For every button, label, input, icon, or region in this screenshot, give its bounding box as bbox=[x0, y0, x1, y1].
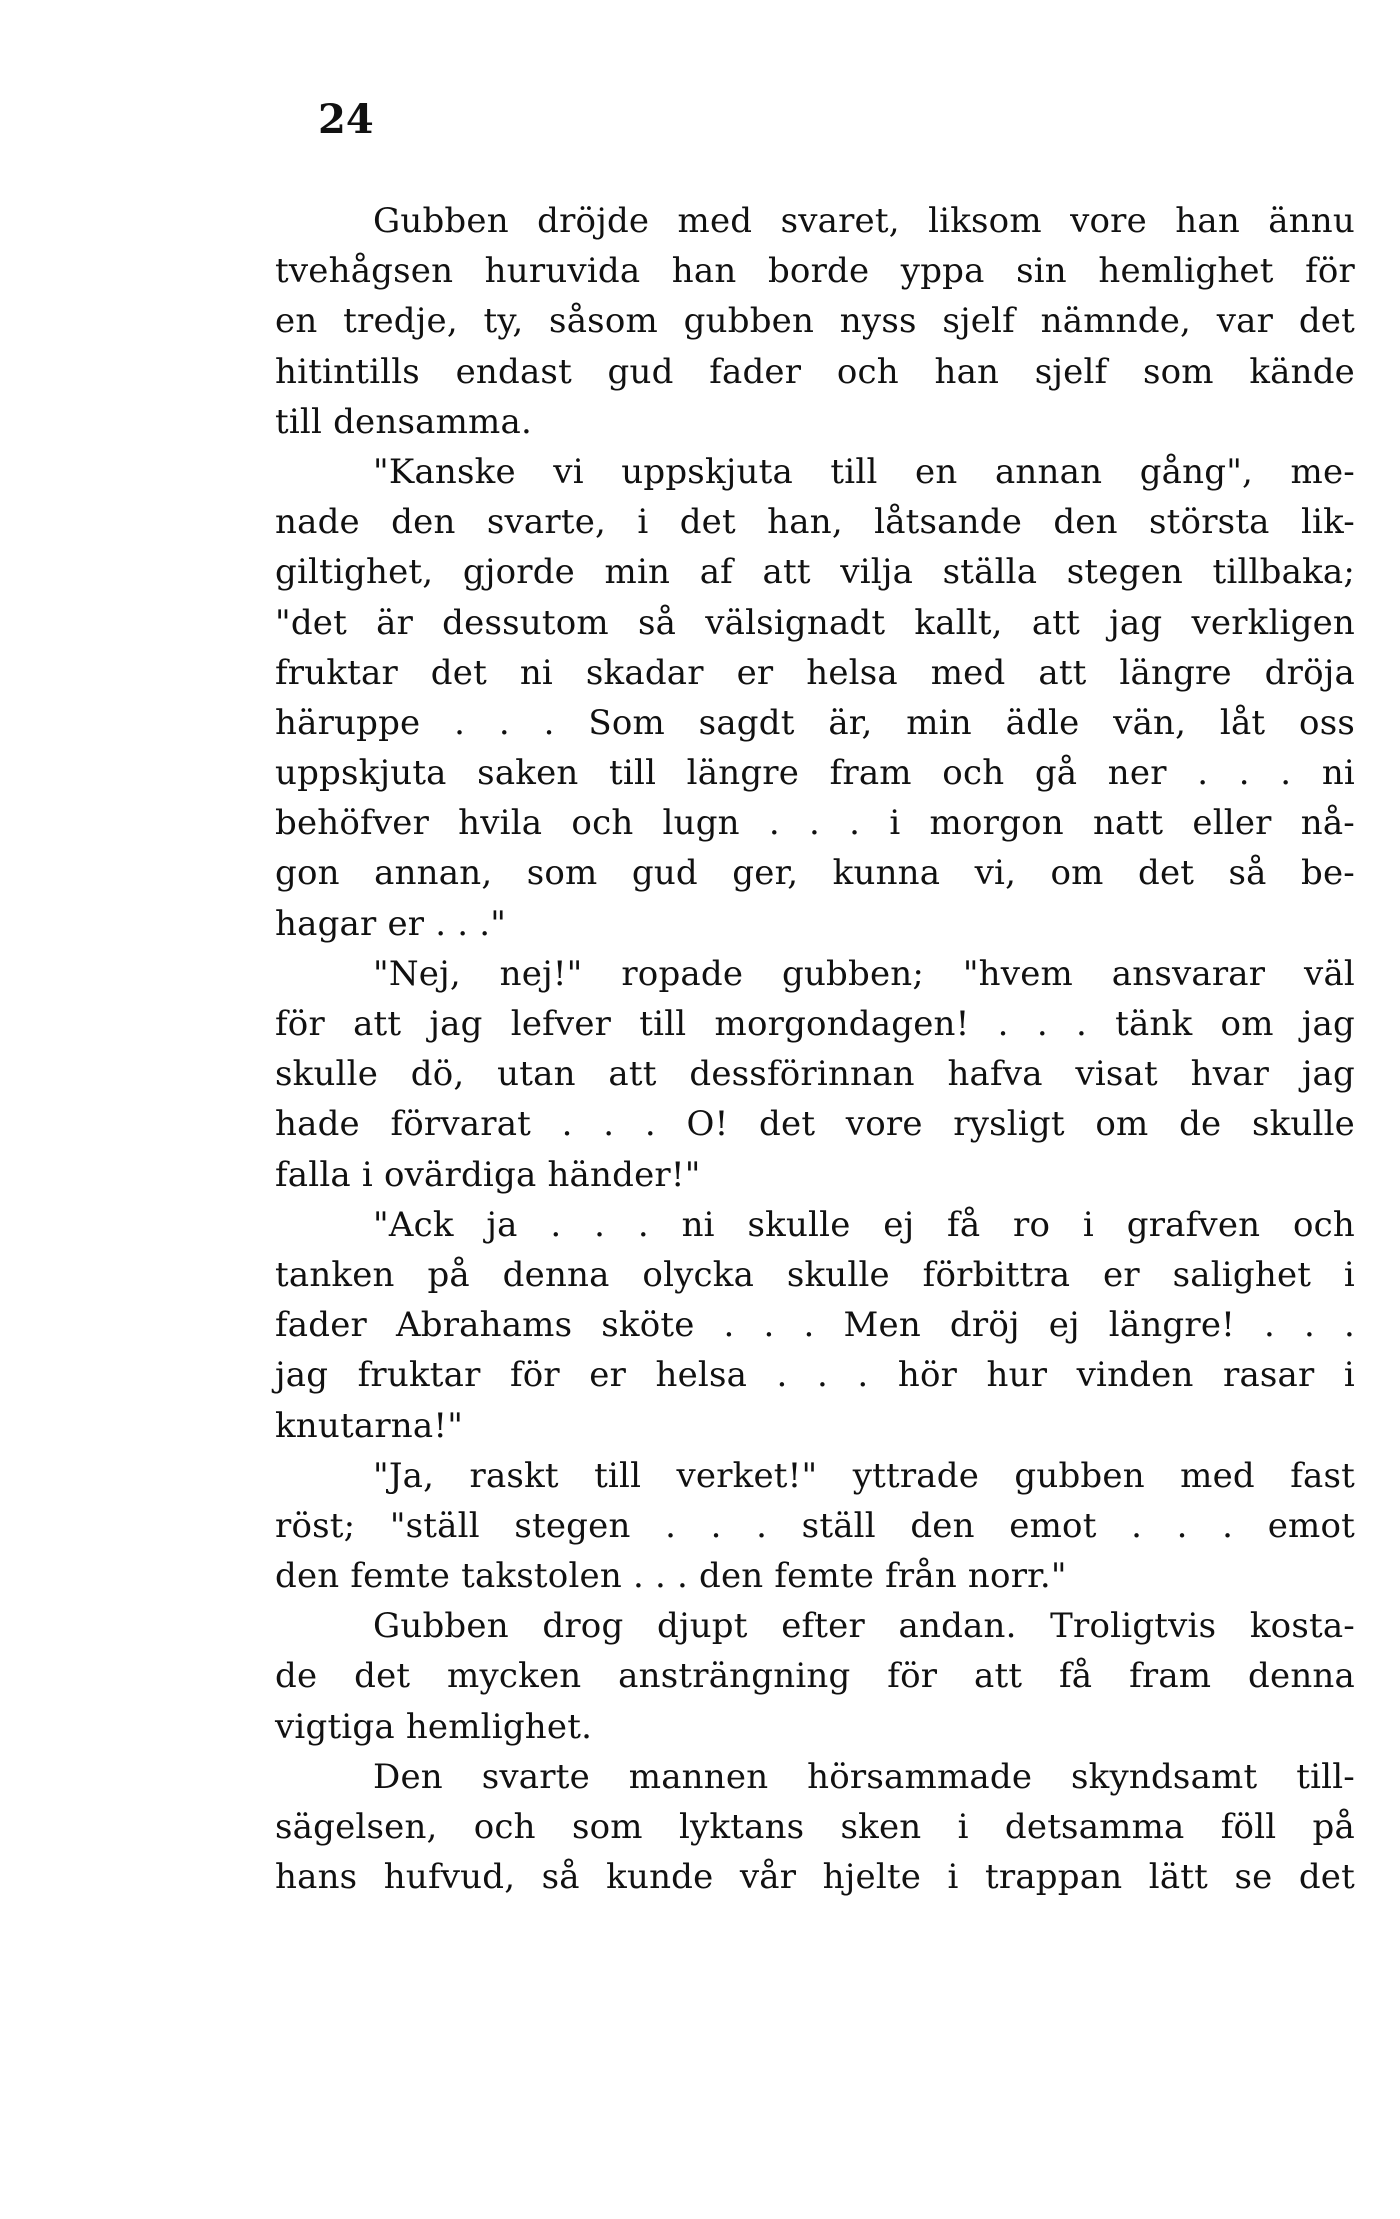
text-line: till densamma. bbox=[275, 401, 532, 442]
text-line: "Ja, raskt till verket!" yttrade gubben med fast bbox=[373, 1455, 1355, 1496]
text-line: tanken på denna olycka skulle förbittra er salighet i bbox=[275, 1254, 1355, 1295]
text-line: hans hufvud, så kunde vår hjelte i trappan lätt se det bbox=[275, 1857, 1355, 1898]
text-line: gon annan, som gud ger, kunna vi, om det så be- bbox=[275, 853, 1355, 894]
text-line: hagar er . . ." bbox=[275, 903, 507, 944]
text-line: fruktar det ni skadar er helsa med att längre dröja bbox=[275, 652, 1355, 693]
text-line: de det mycken ansträngning för att få fram denna bbox=[275, 1656, 1355, 1697]
body-text bbox=[275, 196, 1355, 1902]
text-line: Den svarte mannen hörsammade skyndsamt till- bbox=[373, 1756, 1355, 1797]
page-number: 24 bbox=[318, 96, 374, 143]
text-line: den femte takstolen . . . den femte från norr." bbox=[275, 1556, 1067, 1597]
text-line: Gubben dröjde med svaret, liksom vore han ännu bbox=[373, 201, 1355, 241]
text-line: vigtiga hemlighet. bbox=[275, 1706, 593, 1747]
text-line: falla i ovärdiga händer!" bbox=[275, 1154, 701, 1195]
text-line: fader Abrahams sköte . . . Men dröj ej längre! . . . bbox=[275, 1305, 1355, 1346]
text-line: uppskjuta saken till längre fram och gå ner . . . ni bbox=[275, 753, 1355, 794]
text-line: häruppe . . . Som sagdt är, min ädle vän, låt oss bbox=[275, 702, 1355, 743]
text-line: jag fruktar för er helsa . . . hör hur vinden rasar i bbox=[275, 1355, 1355, 1396]
text-line: "Nej, nej!" ropade gubben; "hvem ansvarar väl bbox=[373, 953, 1355, 994]
text-line: nade den svarte, i det han, låtsande den största lik- bbox=[275, 502, 1355, 543]
text-line: behöfver hvila och lugn . . . i morgon natt eller nå- bbox=[275, 803, 1355, 844]
text-line: sägelsen, och som lyktans sken i detsamma föll på bbox=[275, 1807, 1355, 1847]
text-line: "Ack ja . . . ni skulle ej få ro i grafven och bbox=[373, 1204, 1355, 1245]
text-line: tvehågsen huruvida han borde yppa sin hemlighet för bbox=[275, 251, 1355, 292]
text-line: "det är dessutom så välsignadt kallt, att jag verkligen bbox=[275, 602, 1355, 643]
text-line: hade förvarat . . . O! det vore rysligt om de skulle bbox=[275, 1104, 1355, 1145]
text-line: "Kanske vi uppskjuta till en annan gång", me- bbox=[373, 451, 1355, 492]
text-line: en tredje, ty, såsom gubben nyss sjelf nämnde, var det bbox=[275, 301, 1355, 342]
text-line: Gubben drog djupt efter andan. Troligtvis kosta- bbox=[373, 1606, 1355, 1647]
text-line: för att jag lefver till morgondagen! . . . tänk om jag bbox=[275, 1004, 1355, 1044]
text-line: skulle dö, utan att dessförinnan hafva visat hvar jag bbox=[275, 1054, 1355, 1095]
text-line: giltighet, gjorde min af att vilja ställa stegen tillbaka; bbox=[275, 552, 1355, 593]
text-line: knutarna!" bbox=[275, 1405, 464, 1446]
text-line: röst; "ställ stegen . . . ställ den emot . . . emot bbox=[275, 1505, 1355, 1546]
text-line: hitintills endast gud fader och han sjelf som kände bbox=[275, 351, 1355, 392]
